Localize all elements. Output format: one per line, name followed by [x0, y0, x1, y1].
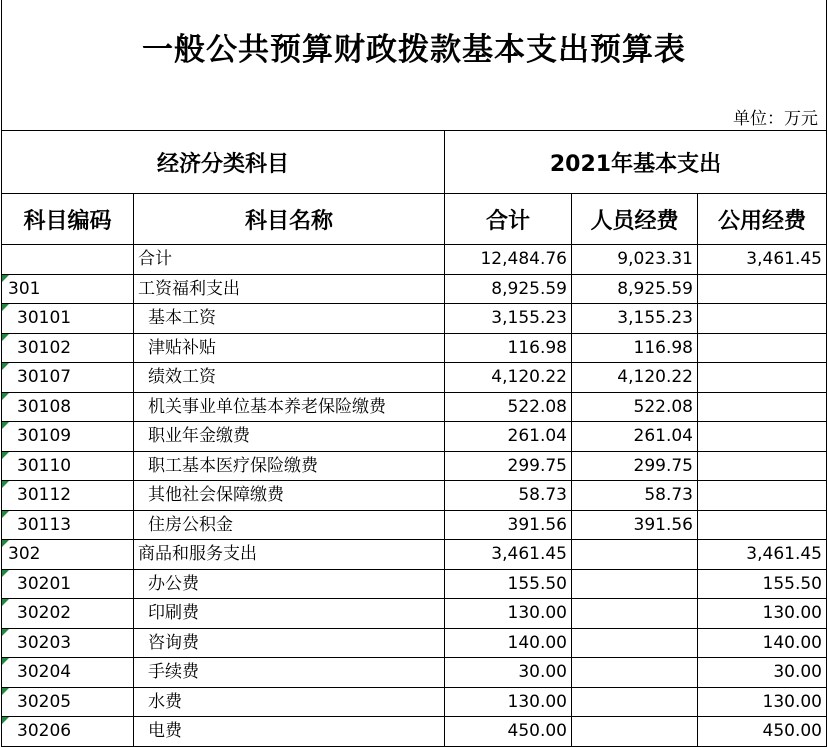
header-code[interactable]: 科目编码	[2, 194, 134, 245]
cell-public[interactable]: 450.00	[698, 717, 827, 747]
cell-name[interactable]: 工资福利支出	[134, 274, 445, 304]
header-total[interactable]: 合计	[445, 194, 572, 245]
cell-name[interactable]: 基本工资	[134, 304, 445, 334]
cell-code[interactable]	[2, 628, 134, 658]
cell-code-text: 301	[8, 278, 41, 299]
cell-code[interactable]	[2, 392, 134, 422]
unit-label: 单位：万元	[733, 109, 818, 129]
table-row	[2, 540, 827, 570]
cell-personnel[interactable]	[572, 599, 698, 629]
cell-public[interactable]	[698, 274, 827, 304]
cell-code[interactable]	[2, 510, 134, 540]
table-row	[2, 392, 827, 422]
cell-code[interactable]	[2, 540, 134, 570]
cell-public[interactable]	[698, 392, 827, 422]
cell-total[interactable]: 12,484.76	[445, 245, 572, 275]
cell-code[interactable]	[2, 599, 134, 629]
cell-name[interactable]: 职工基本医疗保险缴费	[134, 451, 445, 481]
cell-code[interactable]	[2, 481, 134, 511]
budget-table	[1, 130, 827, 747]
cell-total[interactable]: 522.08	[445, 392, 572, 422]
table-row	[2, 599, 827, 629]
cell-public[interactable]	[698, 481, 827, 511]
header-public[interactable]: 公用经费	[698, 194, 827, 245]
cell-code-text: 30201	[17, 573, 72, 594]
error-indicator-icon	[2, 717, 9, 724]
cell-code-text: 30107	[17, 367, 72, 388]
error-indicator-icon	[2, 540, 9, 547]
cell-personnel[interactable]	[572, 717, 698, 747]
cell-public[interactable]: 130.00	[698, 687, 827, 717]
cell-code[interactable]	[2, 363, 134, 393]
cell-total[interactable]: 130.00	[445, 599, 572, 629]
cell-name[interactable]: 机关事业单位基本养老保险缴费	[134, 392, 445, 422]
cell-name[interactable]: 手续费	[134, 658, 445, 688]
cell-code[interactable]	[2, 304, 134, 334]
cell-personnel[interactable]	[572, 540, 698, 570]
table-row	[2, 363, 827, 393]
table-row	[2, 245, 827, 275]
cell-code-text: 30101	[17, 308, 72, 329]
error-indicator-icon	[2, 334, 9, 341]
cell-total[interactable]: 3,155.23	[445, 304, 572, 334]
error-indicator-icon	[2, 599, 9, 606]
cell-name[interactable]: 住房公积金	[134, 510, 445, 540]
cell-code-text: 30109	[17, 426, 72, 447]
cell-code[interactable]	[2, 569, 134, 599]
cell-personnel[interactable]: 8,925.59	[572, 274, 698, 304]
cell-code-text: 30110	[17, 455, 72, 476]
cell-code[interactable]	[2, 333, 134, 363]
cell-total[interactable]: 58.73	[445, 481, 572, 511]
table-row	[2, 658, 827, 688]
error-indicator-icon	[2, 452, 9, 459]
cell-code-text: 30205	[17, 691, 72, 712]
cell-total[interactable]: 116.98	[445, 333, 572, 363]
cell-personnel[interactable]: 58.73	[572, 481, 698, 511]
cell-total[interactable]: 155.50	[445, 569, 572, 599]
cell-personnel[interactable]: 391.56	[572, 510, 698, 540]
cell-public[interactable]	[698, 510, 827, 540]
error-indicator-icon	[2, 570, 9, 577]
cell-personnel[interactable]	[572, 687, 698, 717]
error-indicator-icon	[2, 275, 9, 282]
cell-personnel[interactable]: 299.75	[572, 451, 698, 481]
cell-total[interactable]: 261.04	[445, 422, 572, 452]
cell-code[interactable]	[2, 687, 134, 717]
cell-code-text: 30112	[17, 485, 72, 506]
cell-public[interactable]	[698, 363, 827, 393]
cell-name[interactable]: 其他社会保障缴费	[134, 481, 445, 511]
header-year-basic[interactable]: 2021年基本支出	[445, 131, 827, 194]
cell-code-text: 30206	[17, 721, 72, 742]
cell-public[interactable]: 3,461.45	[698, 245, 827, 275]
cell-code-text: 30108	[17, 396, 72, 417]
cell-total[interactable]: 391.56	[445, 510, 572, 540]
cell-personnel[interactable]	[572, 658, 698, 688]
error-indicator-icon	[2, 511, 9, 518]
cell-code[interactable]	[2, 245, 134, 275]
cell-code-text: 30202	[17, 603, 72, 624]
cell-name[interactable]: 津贴补贴	[134, 333, 445, 363]
header-personnel[interactable]: 人员经费	[572, 194, 698, 245]
error-indicator-icon	[2, 393, 9, 400]
cell-name[interactable]: 商品和服务支出	[134, 540, 445, 570]
cell-name[interactable]: 办公费	[134, 569, 445, 599]
cell-code-text: 30203	[17, 632, 72, 653]
cell-personnel[interactable]	[572, 569, 698, 599]
cell-personnel[interactable]	[572, 628, 698, 658]
table-row	[2, 333, 827, 363]
table-row	[2, 569, 827, 599]
table-row	[2, 274, 827, 304]
cell-personnel[interactable]: 522.08	[572, 392, 698, 422]
error-indicator-icon	[2, 629, 9, 636]
cell-public[interactable]: 130.00	[698, 599, 827, 629]
cell-public[interactable]	[698, 333, 827, 363]
header-economic-class[interactable]: 经济分类科目	[2, 131, 445, 194]
error-indicator-icon	[2, 304, 9, 311]
cell-total[interactable]: 140.00	[445, 628, 572, 658]
cell-name[interactable]: 职业年金缴费	[134, 422, 445, 452]
cell-total[interactable]: 8,925.59	[445, 274, 572, 304]
table-row	[2, 422, 827, 452]
cell-total[interactable]: 130.00	[445, 687, 572, 717]
cell-code[interactable]	[2, 451, 134, 481]
cell-public[interactable]: 140.00	[698, 628, 827, 658]
cell-personnel[interactable]: 116.98	[572, 333, 698, 363]
cell-code[interactable]	[2, 717, 134, 747]
cell-code-text: 30204	[17, 662, 72, 683]
table-row	[2, 687, 827, 717]
cell-total[interactable]: 299.75	[445, 451, 572, 481]
table-row	[2, 510, 827, 540]
error-indicator-icon	[2, 422, 9, 429]
cell-public[interactable]: 155.50	[698, 569, 827, 599]
error-indicator-icon	[2, 481, 9, 488]
cell-public[interactable]: 30.00	[698, 658, 827, 688]
page-title: 一般公共预算财政拨款基本支出预算表	[142, 32, 686, 68]
cell-public[interactable]	[698, 304, 827, 334]
table-row	[2, 628, 827, 658]
cell-code[interactable]	[2, 658, 134, 688]
cell-total[interactable]: 450.00	[445, 717, 572, 747]
table-row	[2, 481, 827, 511]
cell-code-text: 30113	[17, 514, 72, 535]
error-indicator-icon	[2, 688, 9, 695]
cell-code-text: 30102	[17, 337, 72, 358]
cell-total[interactable]: 4,120.22	[445, 363, 572, 393]
cell-name[interactable]: 合计	[134, 245, 445, 275]
cell-name[interactable]: 绩效工资	[134, 363, 445, 393]
cell-personnel[interactable]: 4,120.22	[572, 363, 698, 393]
cell-code[interactable]	[2, 422, 134, 452]
error-indicator-icon	[2, 658, 9, 665]
header-row-group	[2, 131, 827, 194]
cell-total[interactable]: 30.00	[445, 658, 572, 688]
cell-total[interactable]: 3,461.45	[445, 540, 572, 570]
cell-public[interactable]	[698, 451, 827, 481]
cell-name[interactable]: 水费	[134, 687, 445, 717]
cell-public[interactable]: 3,461.45	[698, 540, 827, 570]
cell-code-text: 302	[8, 544, 41, 565]
cell-personnel[interactable]: 9,023.31	[572, 245, 698, 275]
cell-name[interactable]: 印刷费	[134, 599, 445, 629]
header-name[interactable]: 科目名称	[134, 194, 445, 245]
header-row-columns	[2, 194, 827, 245]
cell-personnel[interactable]: 3,155.23	[572, 304, 698, 334]
cell-name[interactable]: 咨询费	[134, 628, 445, 658]
table-row	[2, 451, 827, 481]
cell-name[interactable]: 电费	[134, 717, 445, 747]
error-indicator-icon	[2, 363, 9, 370]
table-row	[2, 717, 827, 747]
table-row	[2, 304, 827, 334]
cell-public[interactable]	[698, 422, 827, 452]
cell-personnel[interactable]: 261.04	[572, 422, 698, 452]
cell-code[interactable]	[2, 274, 134, 304]
